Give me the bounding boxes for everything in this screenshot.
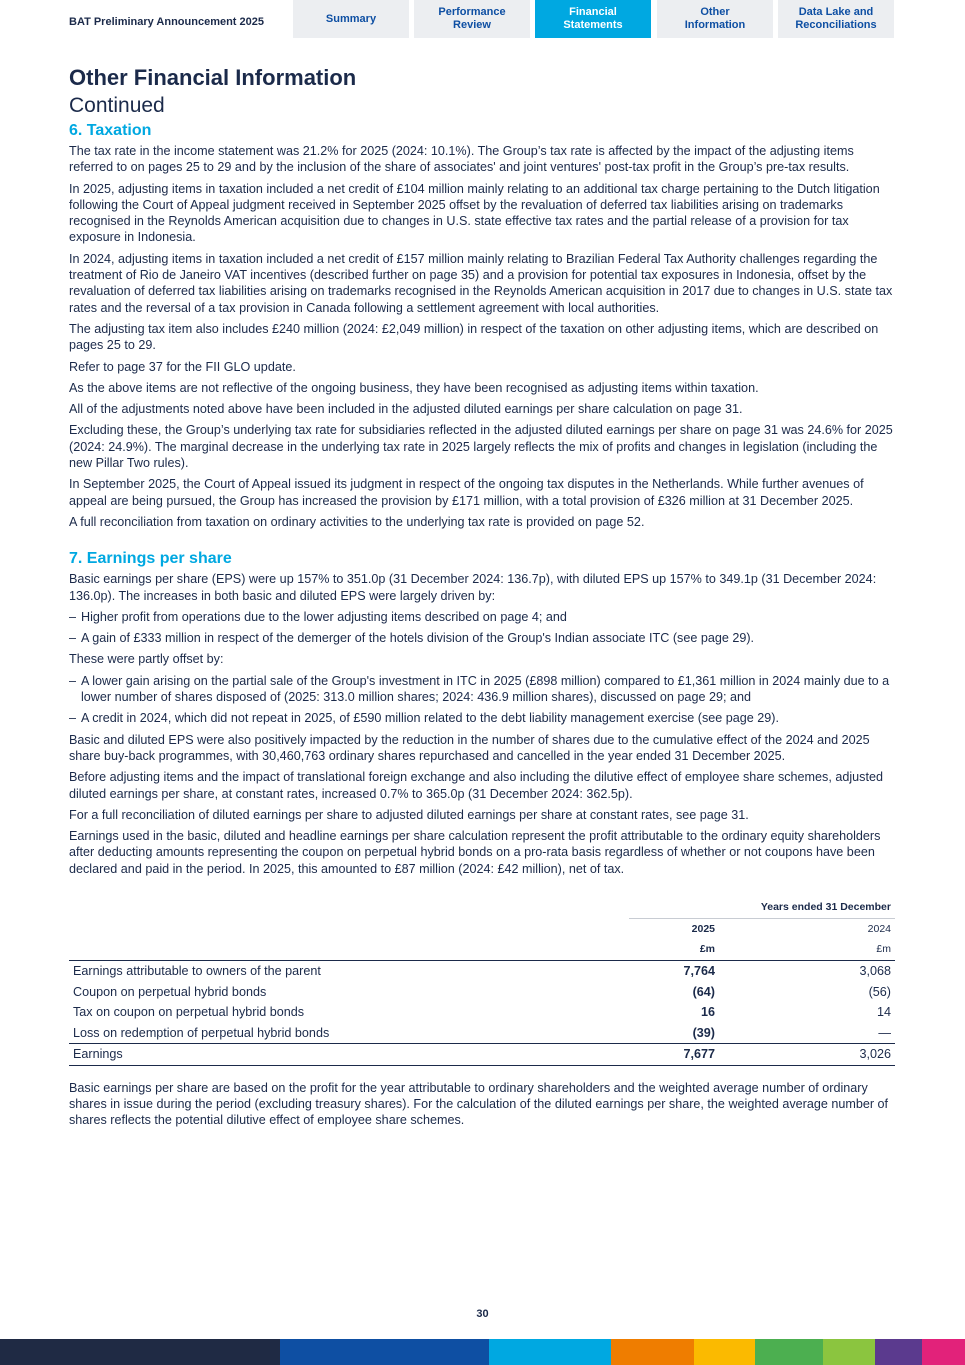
paragraph: Earnings used in the basic, diluted and headline earnings per share calculation represent the profit attributable to the ordinary equity shareholders after deducting amounts representing the coupon on perpetual hybrid bonds on a pro-rata basis regardless of whether or not coupons have been declared and paid in the period. In 2025, this amounted to £87 million (2024: £42 million), net of tax. (69, 829, 881, 876)
tab-summary[interactable]: Summary (293, 0, 409, 38)
paragraph: Excluding these, the Group’s underlying tax rate for subsidiaries reflected in the adjusted diluted earnings per share on page 31 was 24.6% for 2025 (2024: 24.9%). The marginal decrease in the underlying tax rate in 2025 largely reflects the mix of profits and changes in legislation (including the new Pillar Two rules). (69, 423, 893, 471)
tab-data-lake[interactable]: Data Lake and Reconciliations (778, 0, 894, 38)
list-item: – A gain of £333 million in respect of the demerger of the hotels division of the Group's Indian associate ITC (see page 29). (69, 631, 755, 646)
stripe-segment (0, 1339, 280, 1365)
paragraph: These were partly offset by: (69, 652, 224, 667)
list-item: – Higher profit from operations due to the lower adjusting items described on page 4; and (69, 609, 567, 624)
column-header-2025: 2025 (691, 922, 715, 935)
dash-bullet: – (69, 609, 77, 624)
tab-financial-statements[interactable]: Financial Statements (535, 0, 651, 38)
paragraph: All of the adjustments noted above have been included in the adjusted diluted earnings per share calculation on page 31. (69, 402, 743, 417)
earnings-table (69, 897, 895, 1066)
eps-heading: 7. Earnings per share (69, 550, 232, 568)
stripe-segment (922, 1339, 965, 1365)
paragraph: A full reconciliation from taxation on ordinary activities to the underlying tax rate is provided on page 52. (69, 514, 645, 529)
table-total-row: Earnings 7,677 3,026 (69, 1044, 895, 1066)
tab-performance-review[interactable]: Performance Review (414, 0, 530, 38)
top-navigation (0, 0, 965, 40)
stripe-segment (694, 1339, 755, 1365)
unit-2025: £m (699, 943, 715, 956)
stripe-segment (875, 1339, 922, 1365)
paragraph: In 2025, adjusting items in taxation included a net credit of £104 million mainly relating to an additional tax charge pertaining to the Dutch litigation following the Court of Appeal judgment received in September 2025 offset by the revaluation of deferred tax liabilities arising on trademarks recognised in the Reynolds American acquisition due to changes in U.S. state effective tax rates and the partial release of a provision for tax exposure in Indonesia. (69, 181, 880, 245)
paragraph: As the above items are not reflective of the ongoing business, they have been recognised as adjusting items within taxation. (69, 380, 759, 395)
brand-title[interactable]: BAT Preliminary Announcement 2025 (69, 16, 264, 28)
table-row: Coupon on perpetual hybrid bonds (64) (56) (73, 984, 891, 999)
paragraph: Basic and diluted EPS were also positively impacted by the reduction in the number of shares due to the cumulative effect of the 2024 and 2025 share buy-back programmes, with 30,460,763 ordinary shares repurchased and cancelled in the year ended 31 December 2025. (69, 732, 870, 763)
unit-2024: £m (876, 943, 891, 956)
list-item: – A credit in 2024, which did not repeat in 2025, of £590 million related to the debt liability management exercise (see page 29). (69, 711, 779, 726)
table-row: Tax on coupon on perpetual hybrid bonds 16 14 (73, 1005, 891, 1020)
list-item: – A lower gain arising on the partial sale of the Group's investment in ITC in 2025 (£898 million) compared to £1,361 million in 2024 mainly due to a lower number of shares disposed of (2025: 313.0 million shares; 2024: 436.9 million shares), discussed on page 29; and (69, 673, 890, 705)
taxation-section (69, 121, 895, 530)
page-title: Other Financial Information (69, 65, 357, 90)
paragraph: The adjusting tax item also includes £240 million (2024: £2,049 million) in respect of the taxation on other adjusting items, which are described on pages 25 to 29. (69, 321, 879, 353)
stripe-segment (489, 1339, 611, 1365)
page-number: 30 (476, 1308, 489, 1320)
stripe-segment (611, 1339, 694, 1365)
column-header-2024: 2024 (867, 922, 891, 935)
paragraph: Basic earnings per share are based on the profit for the year attributable to ordinary shareholders and the weighted average number of ordinary shares in issue during the period (excluding treasury shares). For the calculation of the diluted earnings per share, the weighted average number of shares reflects the potential dilutive effect of employee share schemes. (69, 1080, 889, 1128)
dash-bullet: – (69, 711, 77, 726)
table-period-header: Years ended 31 December (629, 897, 895, 918)
table-row: Earnings attributable to owners of the parent 7,764 3,068 (69, 960, 895, 981)
dash-bullet: – (69, 631, 77, 646)
paragraph: Refer to page 37 for the FII GLO update. (69, 359, 296, 374)
page-subtitle: Continued (69, 94, 165, 117)
paragraph: Basic earnings per share (EPS) were up 157% to 351.0p (31 December 2024: 136.7p), with diluted EPS up 157% to 349.1p (31 December 2024: 136.0p). The increases in both basic and diluted EPS were largely driven by: (69, 572, 877, 603)
tab-other-information[interactable]: Other Information (657, 0, 773, 38)
stripe-segment (755, 1339, 823, 1365)
paragraph: Before adjusting items and the impact of translational foreign exchange and also including the dilutive effect of employee share schemes, adjusted diluted earnings per share, at constant rates, increased 0.7% to 365.0p (31 December 2024: 362.5p). (69, 770, 883, 801)
stripe-segment (280, 1339, 489, 1365)
paragraph: In 2024, adjusting items in taxation included a net credit of £157 million mainly relating to Brazilian Federal Tax Authority challenges regarding the treatment of Rio de Janeiro VAT incentives (described further on page 35) and a provision for potential tax exposures in Indonesia, offset by the revaluation of deferred tax liabilities arising on trademarks recognised in the Reynolds American acquisition in 2017 due to changes in U.S. state tax rates and the reversal of a tax provision in Canada following a settlement agreement with local authorities. (69, 251, 893, 315)
paragraph: For a full reconciliation of diluted earnings per share to adjusted diluted earnings per share at constant rates, see page 31. (69, 807, 749, 822)
stripe-segment (823, 1339, 875, 1365)
paragraph: The tax rate in the income statement was 21.2% for 2025 (2024: 10.1%). The Group’s tax rate is affected by the impact of the adjusting items referred to on pages 25 to 29 and by the inclusion of the share of associates' and joint ventures' post-tax profit in the Group’s pre-tax results. (69, 144, 854, 175)
main-content (69, 64, 895, 1134)
taxation-heading: 6. Taxation (69, 122, 152, 139)
eps-section (69, 549, 895, 1128)
dash-bullet: – (69, 673, 77, 688)
table-row: Loss on redemption of perpetual hybrid bonds (39) — (73, 1025, 891, 1040)
paragraph: In September 2025, the Court of Appeal issued its judgment in respect of the ongoing tax disputes in the Netherlands. While further avenues of appeal are being pursued, the Group has increased the provision by £171 million, with a total provision of £326 million at 31 December 2025. (69, 477, 864, 508)
